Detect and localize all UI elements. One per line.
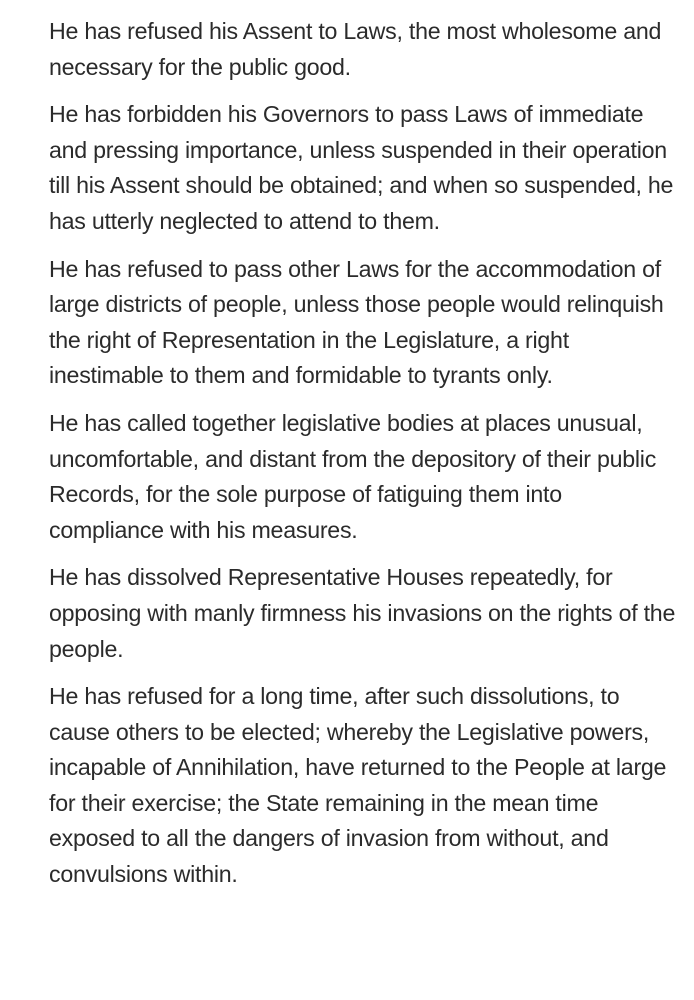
paragraph-legislative-bodies: He has called together legislative bodies at places unusual, uncomfortable, and distant from the depository of their public Records, for the sole purpose of fatiguing them into compliance with his measures.: [49, 409, 657, 543]
paragraph-refused-elections: He has refused for a long time, after such dissolutions, to cause others to be elected; whereby the Legislative powers, incapable of Annihilation, have returned to the People at large for their exercise; the State remaining in the mean time exposed to all the dangers of invasion from without, and convulsions within.: [49, 683, 667, 888]
paragraph-dissolved-houses: He has dissolved Representative Houses repeatedly, for opposing with manly firmness his invasions on the rights of the people.: [49, 564, 676, 662]
paragraph-assent-to-laws: He has refused his Assent to Laws, the most wholesome and necessary for the public good.: [49, 18, 662, 80]
paragraph-governors: He has forbidden his Governors to pass Laws of immediate and pressing importance, unless suspended in their operation till his Assent should be obtained; and when so suspended, he has utterly neglected to attend to them.: [49, 101, 674, 234]
paragraph-representation: He has refused to pass other Laws for the accommodation of large districts of people, unless those people would relinquish the right of Representation in the Legislature, a right inestimable to them and formidable to tyrants only.: [49, 255, 664, 389]
